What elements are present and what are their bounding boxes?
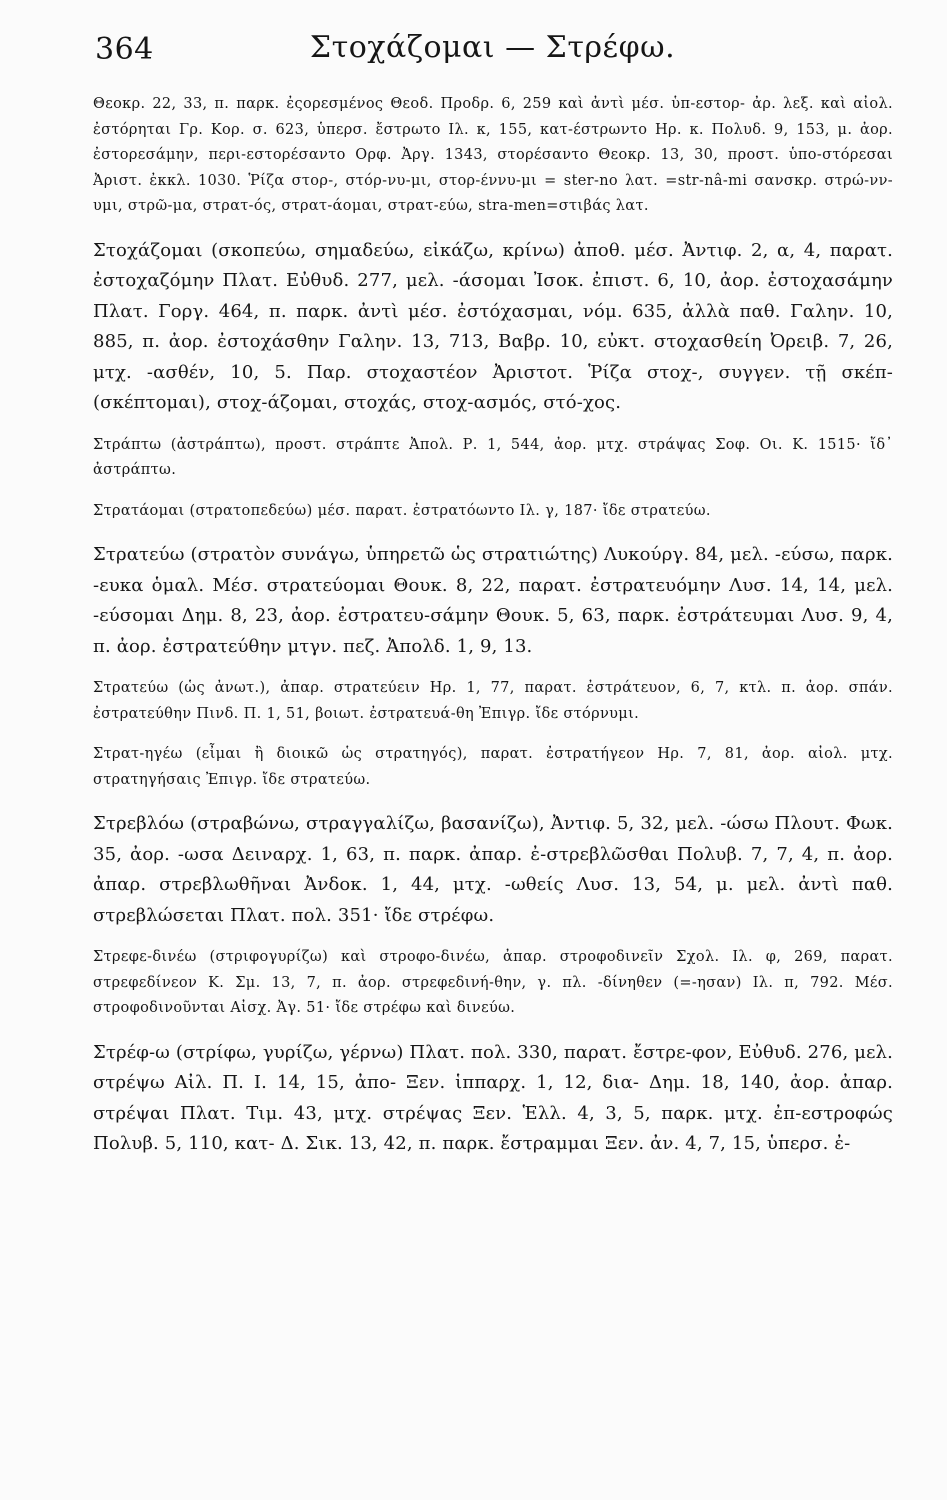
entry-strefo: Στρέφ-ω (στρίφω, γυρίζω, γέρνω) Πλατ. πολ. 330, παρατ. ἔστρε-φον, Εὐθυδ. 276, μελ. στρέψω Αἰλ. Π. Ι. 14, 15, ἀπο- Ξεν. ἱππαρχ. 1, 12, δια- Δημ. 18, 140, ἀορ. ἀπαρ. στρέψαι Πλατ. Τιμ. 43, μτχ. στρέψας Ξεν. Ἑλλ. 4, 3, 5, παρκ. μτχ. ἐπ-εστροφώς Πολυβ. 5, 110, κατ- Δ. Σικ. 13, 42, π. παρκ. ἔστραμμαι Ξεν. ἀν. 4, 7, 15, ὑπερσ. ἐ- xyxy=(93,1041,893,1154)
entry-strataomai: Στρατάομαι (στρατοπεδεύω) μέσ. παρατ. ἐστρατόωντο Ιλ. γ, 187· ἴδε στρατεύω. xyxy=(93,502,711,519)
entry-streblow: Στρεβλόω (στραβώνω, στραγγαλίζω, βασανίζω), Ἀντιφ. 5, 32, μελ. -ώσω Πλουτ. Φωκ. 35, ἀορ. -ωσα Δειναρχ. 1, 63, π. παρκ. ἀπαρ. ἐ-στρεβλῶσθαι Πολυβ. 7, 7, 4, π. ἀορ. ἀπαρ. στρεβλωθῆναι Ἀνδοκ. 1, 44, μτχ. -ωθείς Λυσ. 13, 54, μ. μελ. ἀντὶ παθ. στρεβλώσεται Πλατ. πολ. 351· ἴδε στρέφω. xyxy=(93,813,893,926)
entry-strefedineo: Στρεφε-δινέω (στριφογυρίζω) καὶ στροφο-δινέω, ἀπαρ. στροφοδινεῖν Σχολ. Ιλ. φ, 269, παρατ. στρεφεδίνεον Κ. Σμ. 13, 7, π. ἀορ. στρεφεδινή-θην, γ. πλ. -δίνηθεν (=-ησαν) Ιλ. π, 792. Μέσ. στροφοδινοῦνται Αἰσχ. Ἀγ. 51· ἴδε στρέφω καὶ δινεύω. xyxy=(93,949,893,1016)
entry-continuation: Θεοκρ. 22, 33, π. παρκ. ἐςορεσμένος Θεοδ. Προδρ. 6, 259 καὶ ἀντὶ μέσ. ὑπ-εστορ- ἀρ. λεξ. καὶ αἰολ. ἐστόρηται Γρ. Κορ. σ. 623, ὑπερσ. ἔστρωτο Ιλ. κ, 155, κατ-έστρωντο Ηρ. κ. Πολυδ. 9, 153, μ. ἀορ. ἐστορεσάμην, περι-εστορέσαντο Ορφ. Ἀργ. 1343, στορέσαντο Θεοκρ. 13, 30, προστ. ὑπο-στόρεσαι Ἀριστ. ἐκκλ. 1030. Ῥίζα στορ-, στόρ-νυ-μι, στορ-έννυ-μι = ster-no λατ. =str-nâ-mi σανσκρ. στρώ-νν-υμι, στρῶ-μα, στρατ-ός, στρατ-άομαι, στρατ-εύω, stra-men=στιβάς λατ. xyxy=(93,96,893,214)
entry-strateuo: Στρατεύω (στρατὸν συνάγω, ὑπηρετῶ ὡς στρατιώτης) Λυκούργ. 84, μελ. -εύσω, παρκ. -ευκα ὁμαλ. Μέσ. στρατεύομαι Θουκ. 8, 22, παρατ. ἐστρατευόμην Λυσ. 14, 14, μελ. -εύσομαι Δημ. 8, 23, ἀορ. ἐστρατευ-σάμην Θουκ. 5, 63, παρκ. ἐστράτευμαι Λυσ. 9, 4, π. ἀορ. ἐστρατεύθην μτγν. πεζ. Ἀπολδ. 1, 9, 13. xyxy=(93,544,893,657)
page-number: 364 xyxy=(95,32,154,67)
entry-stochazomai: Στοχάζομαι (σκοπεύω, σημαδεύω, εἰκάζω, κρίνω) ἀποθ. μέσ. Ἀντιφ. 2, α, 4, παρατ. ἐστοχαζόμην Πλατ. Εὐθυδ. 277, μελ. -άσομαι Ἰσοκ. ἐπιστ. 6, 10, ἀορ. ἐστοχασάμην Πλατ. Γοργ. 464, π. παρκ. ἀντὶ μέσ. ἐστόχασμαι, νόμ. 635, ἀλλὰ παθ. Γαλην. 10, 885, π. ἀορ. ἐστοχάσθην Γαλην. 13, 713, Βαβρ. 10, εὐκτ. στοχασθείη Ὀρειβ. 7, 26, μτχ. -ασθέν, 10, 5. Παρ. στοχαστέον Ἀριστοτ. Ῥίζα στοχ-, συγγεν. τῇ σκέπ-(σκέπτομαι), στοχ-άζομαι, στοχάς, στοχ-ασμός, στό-χος. xyxy=(93,239,893,413)
dictionary-text xyxy=(93,92,893,1174)
running-title: Στοχάζομαι — Στρέφω. xyxy=(309,30,676,65)
entry-strateuo-anot: Στρατεύω (ὡς ἀνωτ.), ἀπαρ. στρατεύειν Ηρ. 1, 77, παρατ. ἐστράτευον, 6, 7, κτλ. π. ἀορ. σπάν. ἐστρατεύθην Πινδ. Π. 1, 51, βοιωτ. ἐστρατευά-θη Ἐπιγρ. ἴδε στόρνυμι. xyxy=(93,680,893,722)
entry-strat-ngeo: Στρατ-ηγέω (εἶμαι ἢ διοικῶ ὡς στρατηγός), παρατ. ἐστρατήγεον Ηρ. 7, 81, ἀορ. αἰολ. μτχ. στρατηγήσαις Ἐπιγρ. ἴδε στρατεύω. xyxy=(93,746,893,788)
page-header xyxy=(95,30,890,80)
entry-strapto: Στράπτω (ἀστράπτω), προστ. στράπτε Ἀπολ. Ρ. 1, 544, ἀορ. μτχ. στράψας Σοφ. Οι. Κ. 1515· ἴδ᾽ ἀστράπτω. xyxy=(93,436,893,478)
